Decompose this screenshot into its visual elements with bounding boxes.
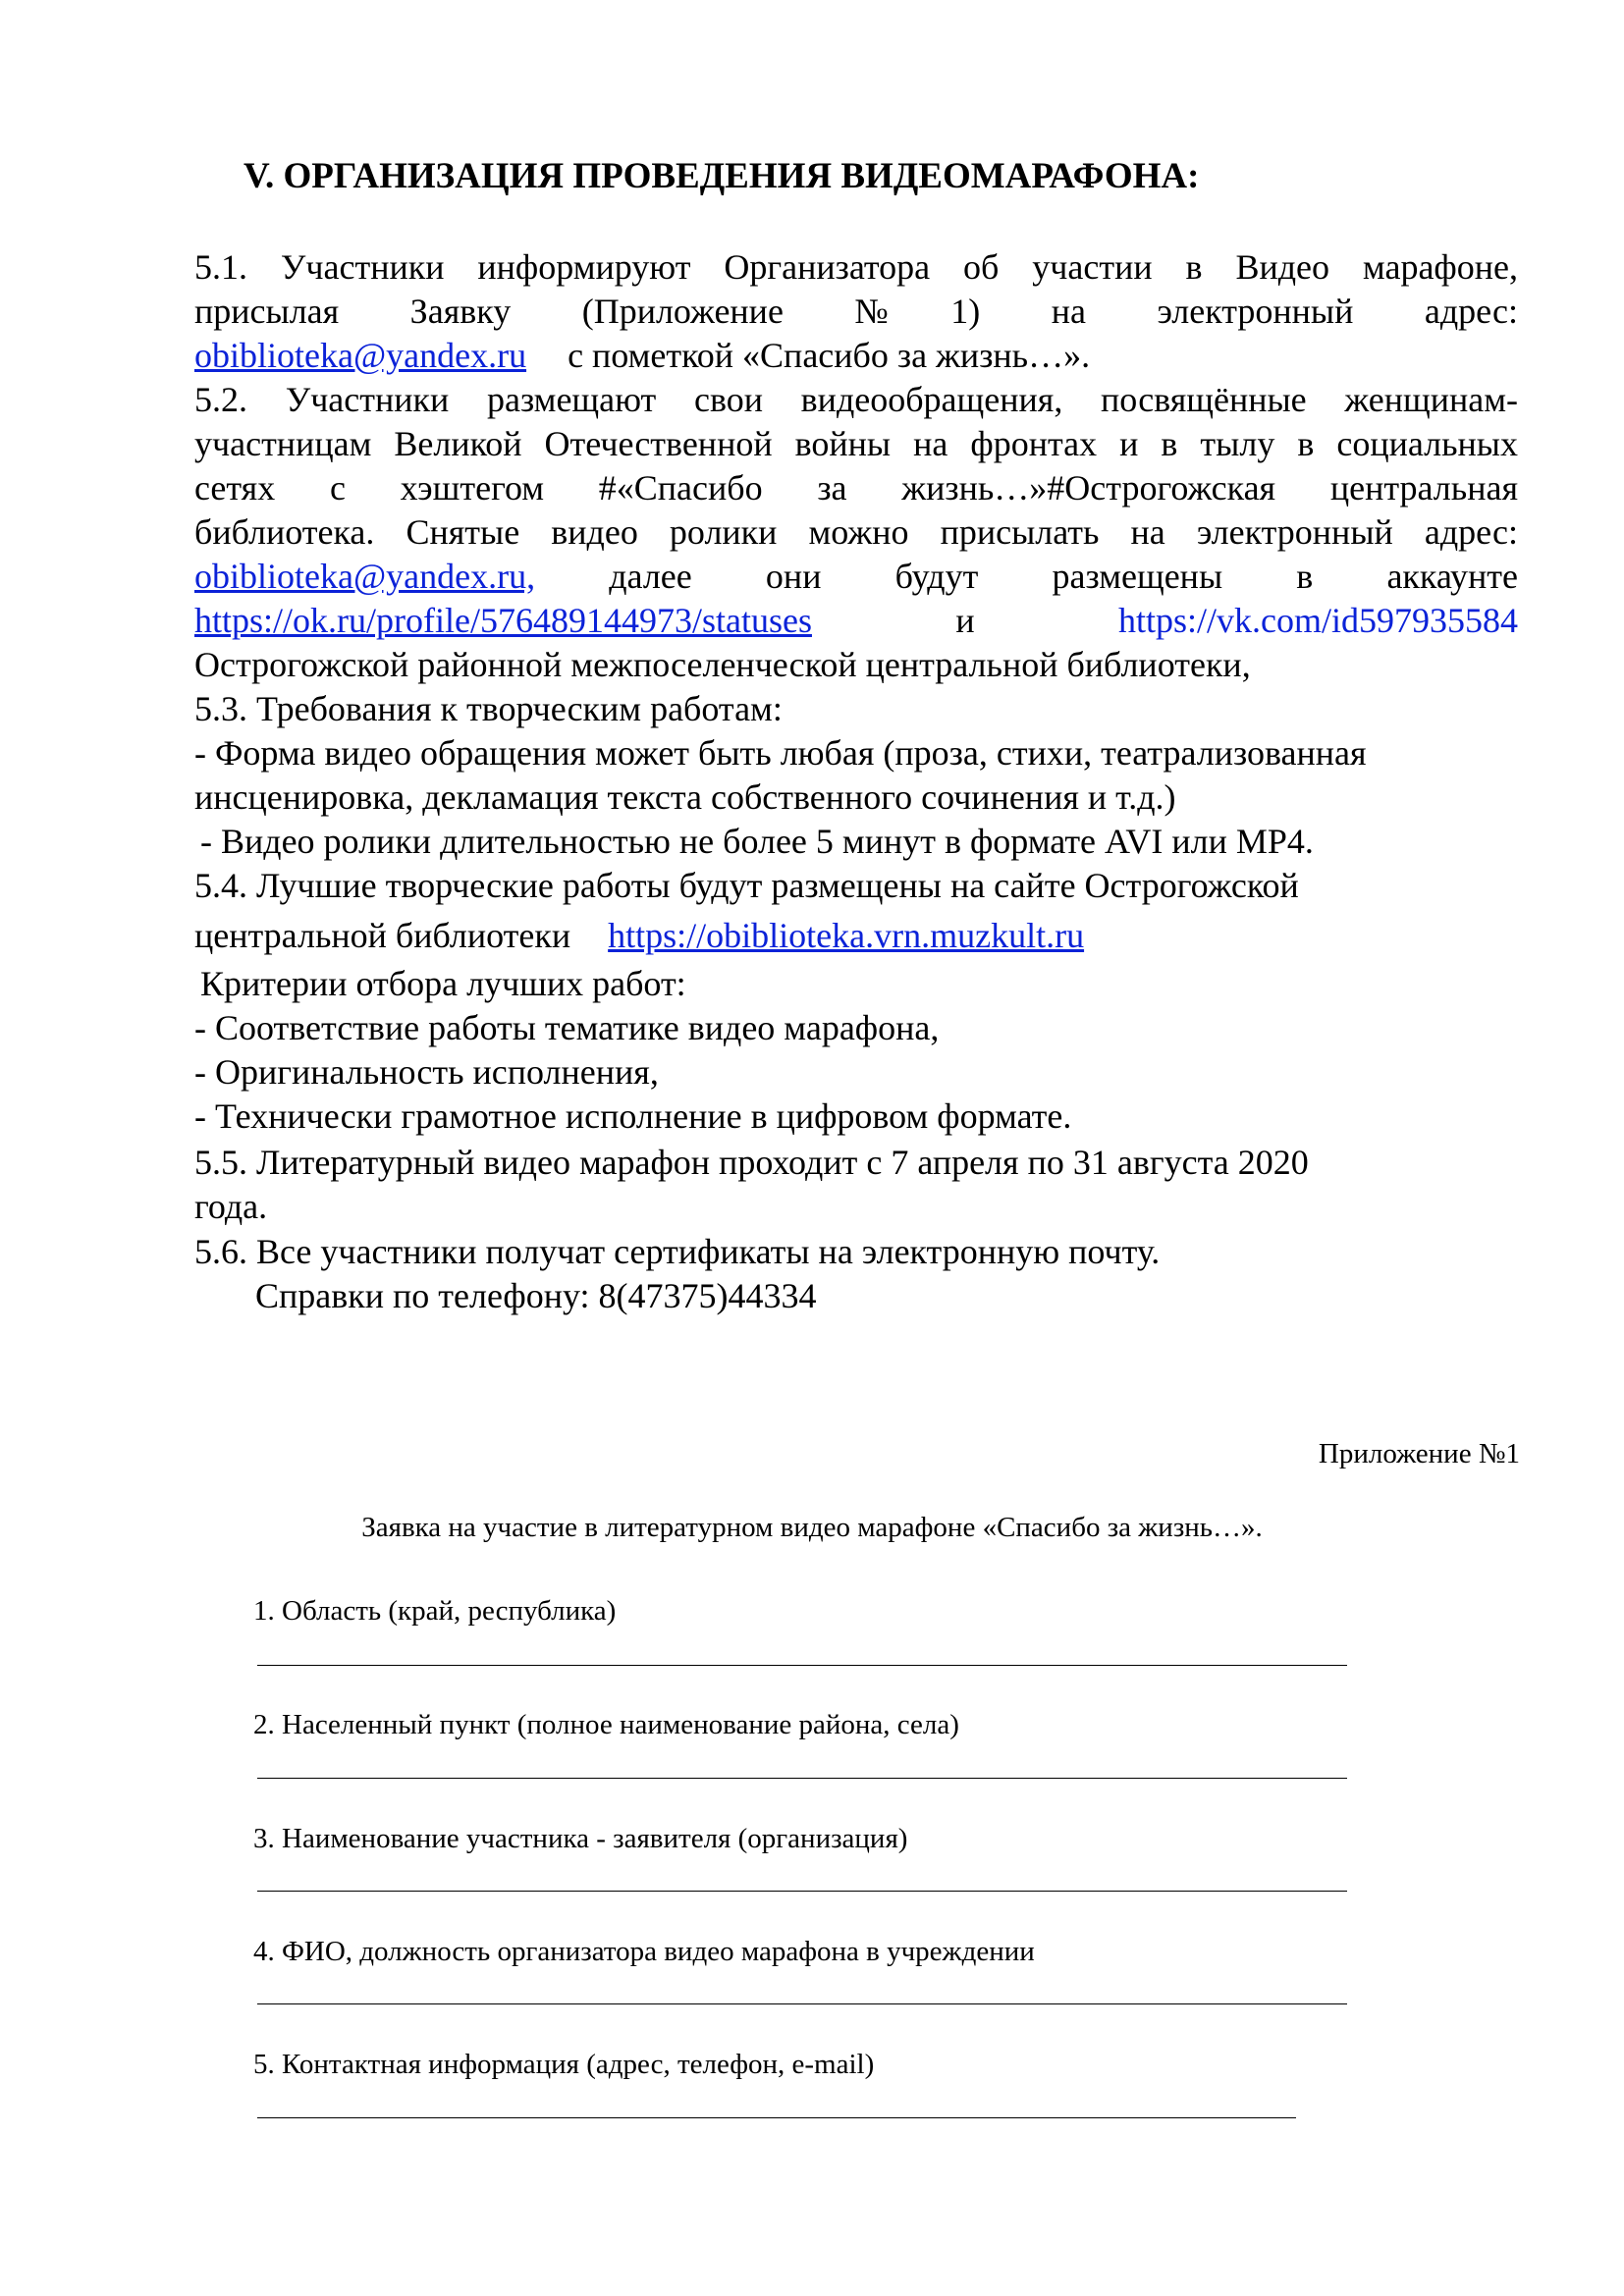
p51-line3 bbox=[194, 334, 1518, 378]
form-field-label-organizer: 4. ФИО, должность организатора видео марафона в учреждении bbox=[253, 1936, 1035, 1967]
p52-line7: Острогожской районной межпоселенческой центральной библиотеки, bbox=[194, 645, 1251, 684]
ok-profile-link[interactable]: https://ok.ru/profile/576489144973/statuses bbox=[194, 601, 812, 640]
p52-line2: участницам Великой Отечественной войны на фронтах и в тылу в социальных bbox=[194, 424, 1518, 463]
form-field-line-region[interactable] bbox=[257, 1665, 1347, 1666]
vk-profile-link[interactable]: https://vk.com/id597935584 bbox=[1117, 601, 1518, 640]
p54-line2-text: центральной библиотеки bbox=[194, 916, 571, 955]
form-field-label-participant: 3. Наименование участника - заявителя (организация) bbox=[253, 1823, 908, 1854]
form-field-line-organizer[interactable] bbox=[257, 2003, 1347, 2004]
p55-line2: года. bbox=[194, 1187, 268, 1226]
criteria-title: Критерии отбора лучших работ: bbox=[200, 964, 686, 1003]
p51-suffix: с пометкой «Спасибо за жизнь…». bbox=[568, 336, 1091, 375]
p55-line1: 5.5. Литературный видео марафон проходит с 7 апреля по 31 августа 2020 bbox=[194, 1143, 1309, 1182]
p52-line3: сетях с хэштегом #«Спасибо за жизнь…»#Острогожская центральная bbox=[194, 468, 1518, 507]
paragraph-5-6 bbox=[194, 1230, 1518, 1318]
p52-line4: библиотека. Снятые видео ролики можно присылать на электронный адрес: bbox=[194, 512, 1518, 552]
p54-line1: 5.4. Лучшие творческие работы будут размещены на сайте Острогожской bbox=[194, 866, 1299, 905]
appendix-title: Заявка на участие в литературном видео марафоне «Спасибо за жизнь…». bbox=[361, 1512, 1263, 1543]
form-field-line-participant[interactable] bbox=[257, 1891, 1347, 1892]
p53-item1-line2: инсценировка, декламация текста собственного сочинения и т.д.) bbox=[194, 777, 1176, 817]
form-field-line-contacts[interactable] bbox=[257, 2117, 1296, 2118]
appendix-label: Приложение №1 bbox=[1318, 1438, 1520, 1469]
email-link[interactable]: obiblioteka@yandex.ru bbox=[194, 336, 527, 375]
criteria-item-3: - Технически грамотное исполнение в цифровом формате. bbox=[194, 1096, 1072, 1136]
section-heading: V. ОРГАНИЗАЦИЯ ПРОВЕДЕНИЯ ВИДЕОМАРАФОНА: bbox=[244, 156, 1200, 196]
p56-line1: 5.6. Все участники получат сертификаты на электронную почту. bbox=[194, 1232, 1161, 1271]
paragraph-5-2 bbox=[194, 378, 1518, 687]
form-field-label-contacts: 5. Контактная информация (адрес, телефон, e-mail) bbox=[253, 2049, 875, 2080]
form-field-label-region: 1. Область (край, республика) bbox=[253, 1595, 617, 1627]
paragraph-5-5 bbox=[194, 1141, 1518, 1229]
criteria-item-2: - Оригинальность исполнения, bbox=[194, 1052, 659, 1092]
p54-line2 bbox=[194, 914, 1518, 958]
email-link-2[interactable]: obiblioteka@yandex.ru, bbox=[194, 557, 536, 596]
paragraph-5-1 bbox=[194, 245, 1518, 378]
paragraph-5-4 bbox=[194, 864, 1518, 1139]
paragraph-5-3 bbox=[194, 687, 1518, 864]
p53-item1-line1: - Форма видео обращения может быть любая (проза, стихи, театрализованная bbox=[194, 733, 1367, 773]
criteria-item-1: - Соответствие работы тематике видео марафона, bbox=[194, 1008, 940, 1047]
p51-line2: присылая Заявку (Приложение №1) на электронный адрес: bbox=[194, 292, 1518, 331]
phone-info: Справки по телефону: 8(47375)44334 bbox=[255, 1276, 817, 1315]
p52-line5 bbox=[194, 555, 1518, 599]
form-field-line-locality[interactable] bbox=[257, 1778, 1347, 1779]
form-field-label-locality: 2. Населенный пункт (полное наименование района, села) bbox=[253, 1709, 959, 1740]
p52-line6 bbox=[194, 599, 1518, 643]
p52-and: и bbox=[955, 601, 975, 640]
p51-line1: 5.1. Участники информируют Организатора об участии в Видео марафоне, bbox=[194, 247, 1518, 287]
library-site-link[interactable]: https://obiblioteka.vrn.muzkult.ru bbox=[608, 916, 1085, 955]
p53-title: 5.3. Требования к творческим работам: bbox=[194, 689, 783, 728]
p52-line1: 5.2. Участники размещают свои видеообращения, посвящённые женщинам- bbox=[194, 380, 1518, 419]
p52-line5-rest: далее они будут размещены в аккаунте bbox=[609, 557, 1518, 596]
p53-item2: - Видео ролики длительностью не более 5 минут в формате AVI или MP4. bbox=[200, 822, 1314, 861]
